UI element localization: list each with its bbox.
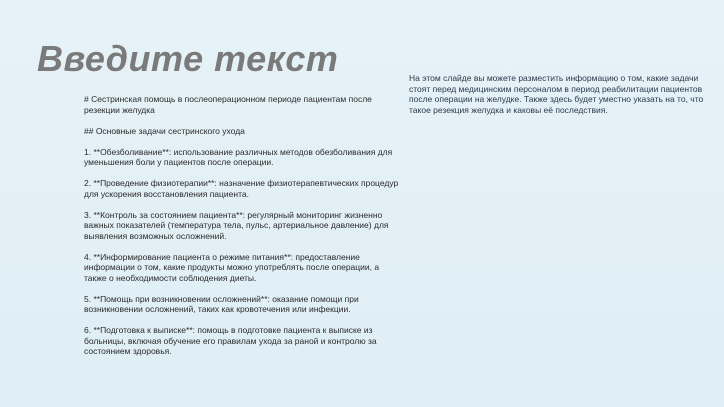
body-item-4: 4. **Информирование пациента о режиме питания**: предоставление информации о том, какие продукты можно употреблять после операции, а также о необходимости соблюдения диеты. <box>84 251 380 283</box>
body-item-5: 5. **Помощь при возникновении осложнений**: оказание помощи при возникновении осложнений, таких как кровотечения или инфекции. <box>84 293 359 314</box>
slide-title[interactable]: Введите текст <box>37 38 339 79</box>
slide-description[interactable]: На этом слайде вы можете разместить информацию о том, какие задачи стоят перед медицинским персоналом в период реабилитации пациентов после операции на желудке. Также здесь будет уместно указать на то, что такое резекция желудка и каковы её последствия. <box>409 73 704 115</box>
body-heading: # Сестринская помощь в послеоперационном периоде пациентам после резекции желудка <box>84 94 372 115</box>
body-item-3: 3. **Контроль за состоянием пациента**: регулярный мониторинг жизненно важных показателей (температура тела, пульс, артериальное давление) для выявления возможных осложнений. <box>84 209 389 241</box>
slide-body[interactable] <box>84 94 404 357</box>
body-item-6: 6. **Подготовка к выписке**: помощь в подготовке пациента к выписке из больницы, включая обучение его правилам ухода за раной и контролю за состоянием здоровья. <box>84 325 377 356</box>
body-item-2: 2. **Проведение физиотерапии**: назначение физиотерапевтических процедур для ускорения восстановления пациента. <box>84 178 399 199</box>
body-subheading: ## Основные задачи сестринского ухода <box>84 125 245 136</box>
body-item-1: 1. **Обезболивание**: использование различных методов обезболивания для уменьшения боли у пациентов после операции. <box>84 146 393 167</box>
